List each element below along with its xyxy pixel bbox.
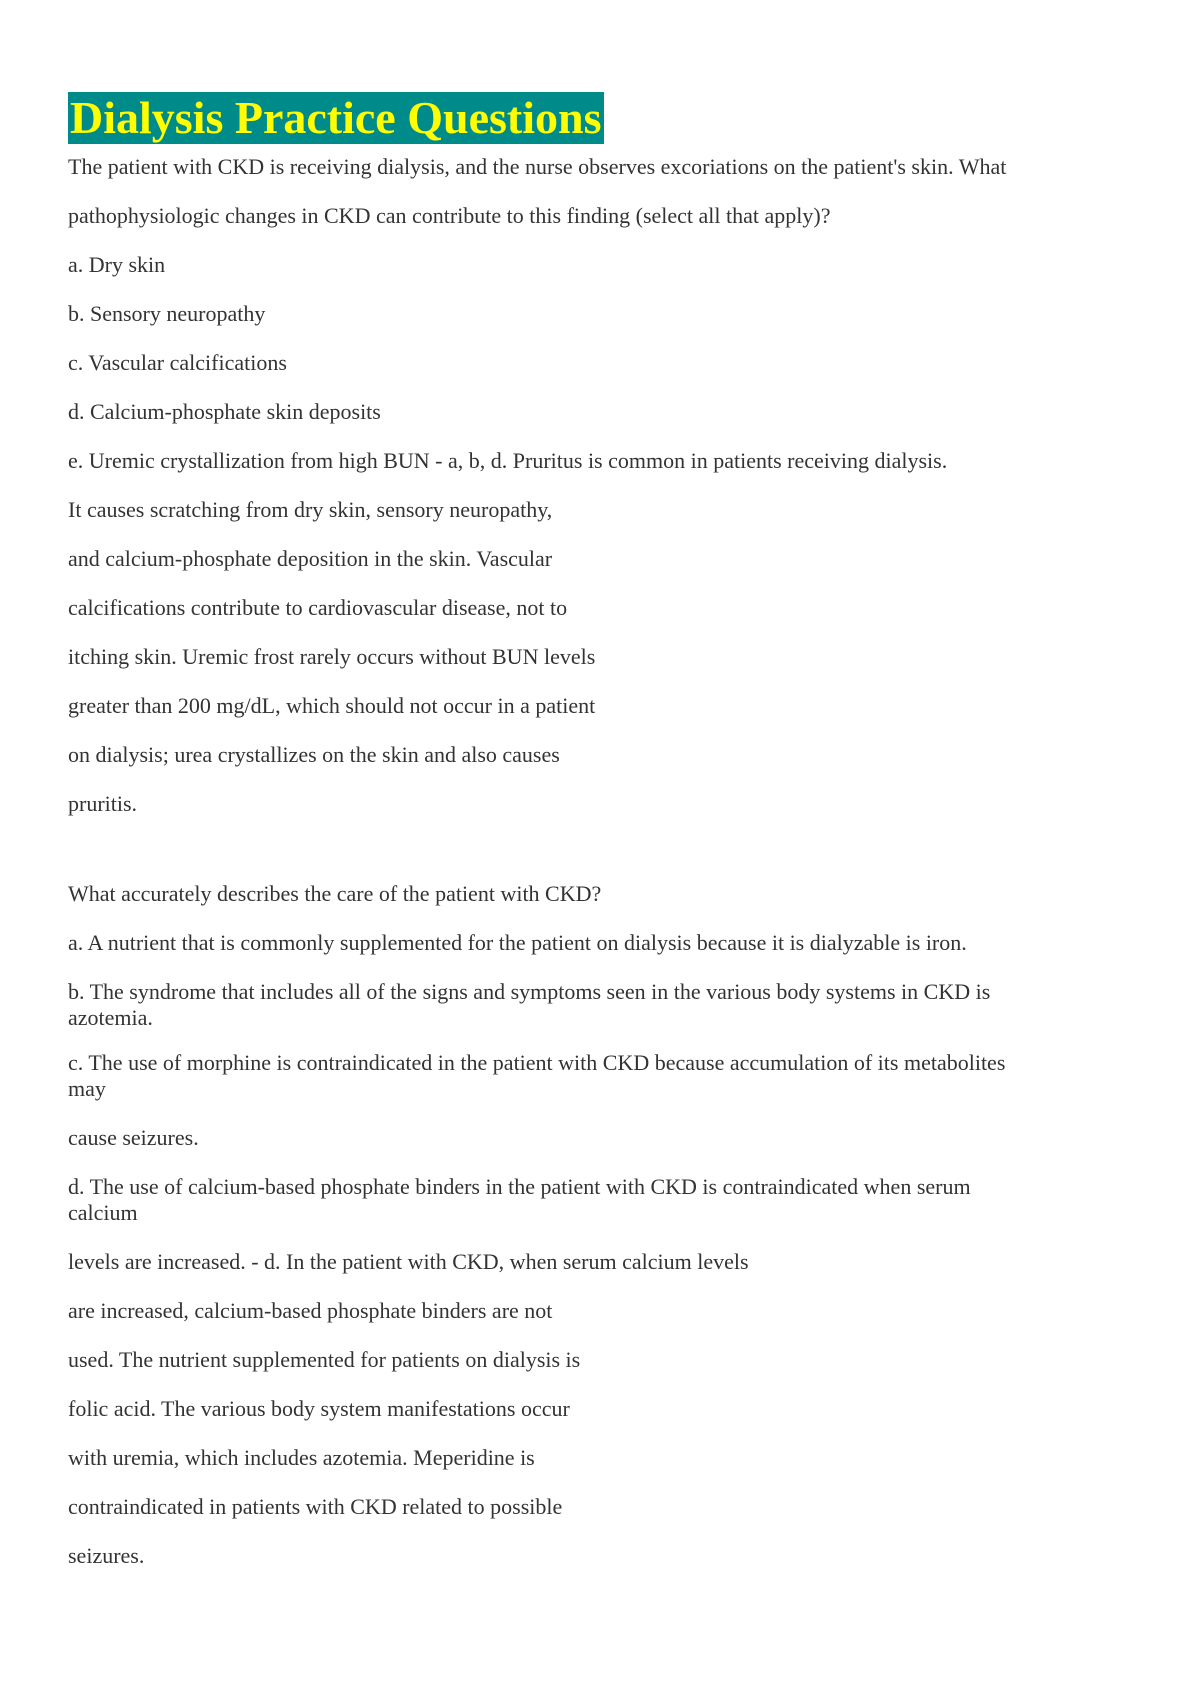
q1-rationale-line-4: itching skin. Uremic frost rarely occurs without BUN levels bbox=[68, 644, 596, 669]
q2-option-c-line-2: may bbox=[68, 1076, 106, 1101]
q1-option-e: e. Uremic crystallization from high BUN - a, b, d. Pruritus is common in patients receiving dialysis. bbox=[68, 448, 948, 473]
q2-stem: What accurately describes the care of the patient with CKD? bbox=[68, 881, 602, 906]
q2-option-d-line-2: calcium bbox=[68, 1200, 138, 1225]
q1-stem-line-1: The patient with CKD is receiving dialysis, and the nurse observes excoriations on the patient's skin. What bbox=[68, 154, 1007, 179]
q1-rationale-line-2: and calcium-phosphate deposition in the skin. Vascular bbox=[68, 546, 553, 571]
q1-option-b: b. Sensory neuropathy bbox=[68, 301, 266, 326]
q2-option-b-line-2: azotemia. bbox=[68, 1005, 153, 1030]
q2-rationale-line-3: used. The nutrient supplemented for patients on dialysis is bbox=[68, 1347, 581, 1372]
q2-option-d-line-1: d. The use of calcium-based phosphate binders in the patient with CKD is contraindicated when serum bbox=[68, 1174, 971, 1199]
q1-rationale-line-7: pruritis. bbox=[68, 791, 138, 816]
q1-stem-line-2: pathophysiologic changes in CKD can contribute to this finding (select all that apply)? bbox=[68, 203, 831, 228]
q2-option-a: a. A nutrient that is commonly supplemented for the patient on dialysis because it is dialyzable is iron. bbox=[68, 930, 967, 955]
q1-option-c: c. Vascular calcifications bbox=[68, 350, 287, 375]
q1-rationale-line-1: It causes scratching from dry skin, sensory neuropathy, bbox=[68, 497, 553, 522]
q2-option-c-line-1: c. The use of morphine is contraindicated in the patient with CKD because accumulation of its metabolites bbox=[68, 1050, 1006, 1075]
q2-option-c-cont: cause seizures. bbox=[68, 1125, 199, 1150]
question-2 bbox=[68, 881, 1128, 1569]
q1-rationale-line-5: greater than 200 mg/dL, which should not occur in a patient bbox=[68, 693, 596, 718]
q2-rationale-line-6: contraindicated in patients with CKD related to possible bbox=[68, 1494, 563, 1519]
q2-rationale-line-2: are increased, calcium-based phosphate binders are not bbox=[68, 1298, 553, 1323]
page-title: Dialysis Practice Questions bbox=[70, 92, 602, 143]
q1-rationale-line-6: on dialysis; urea crystallizes on the skin and also causes bbox=[68, 742, 560, 767]
q2-rationale-line-1: levels are increased. - d. In the patient with CKD, when serum calcium levels bbox=[68, 1249, 749, 1274]
q2-rationale-line-7: seizures. bbox=[68, 1543, 145, 1568]
document-page bbox=[68, 92, 1128, 1569]
q2-option-b-line-1: b. The syndrome that includes all of the signs and symptoms seen in the various body systems in CKD is bbox=[68, 979, 991, 1004]
title-wrap bbox=[68, 92, 1128, 144]
question-1 bbox=[68, 154, 1128, 817]
q2-rationale-line-5: with uremia, which includes azotemia. Meperidine is bbox=[68, 1445, 535, 1470]
q1-rationale-line-3: calcifications contribute to cardiovascular disease, not to bbox=[68, 595, 568, 620]
q2-rationale-line-4: folic acid. The various body system manifestations occur bbox=[68, 1396, 570, 1421]
q1-option-a: a. Dry skin bbox=[68, 252, 166, 277]
q1-option-d: d. Calcium-phosphate skin deposits bbox=[68, 399, 381, 424]
